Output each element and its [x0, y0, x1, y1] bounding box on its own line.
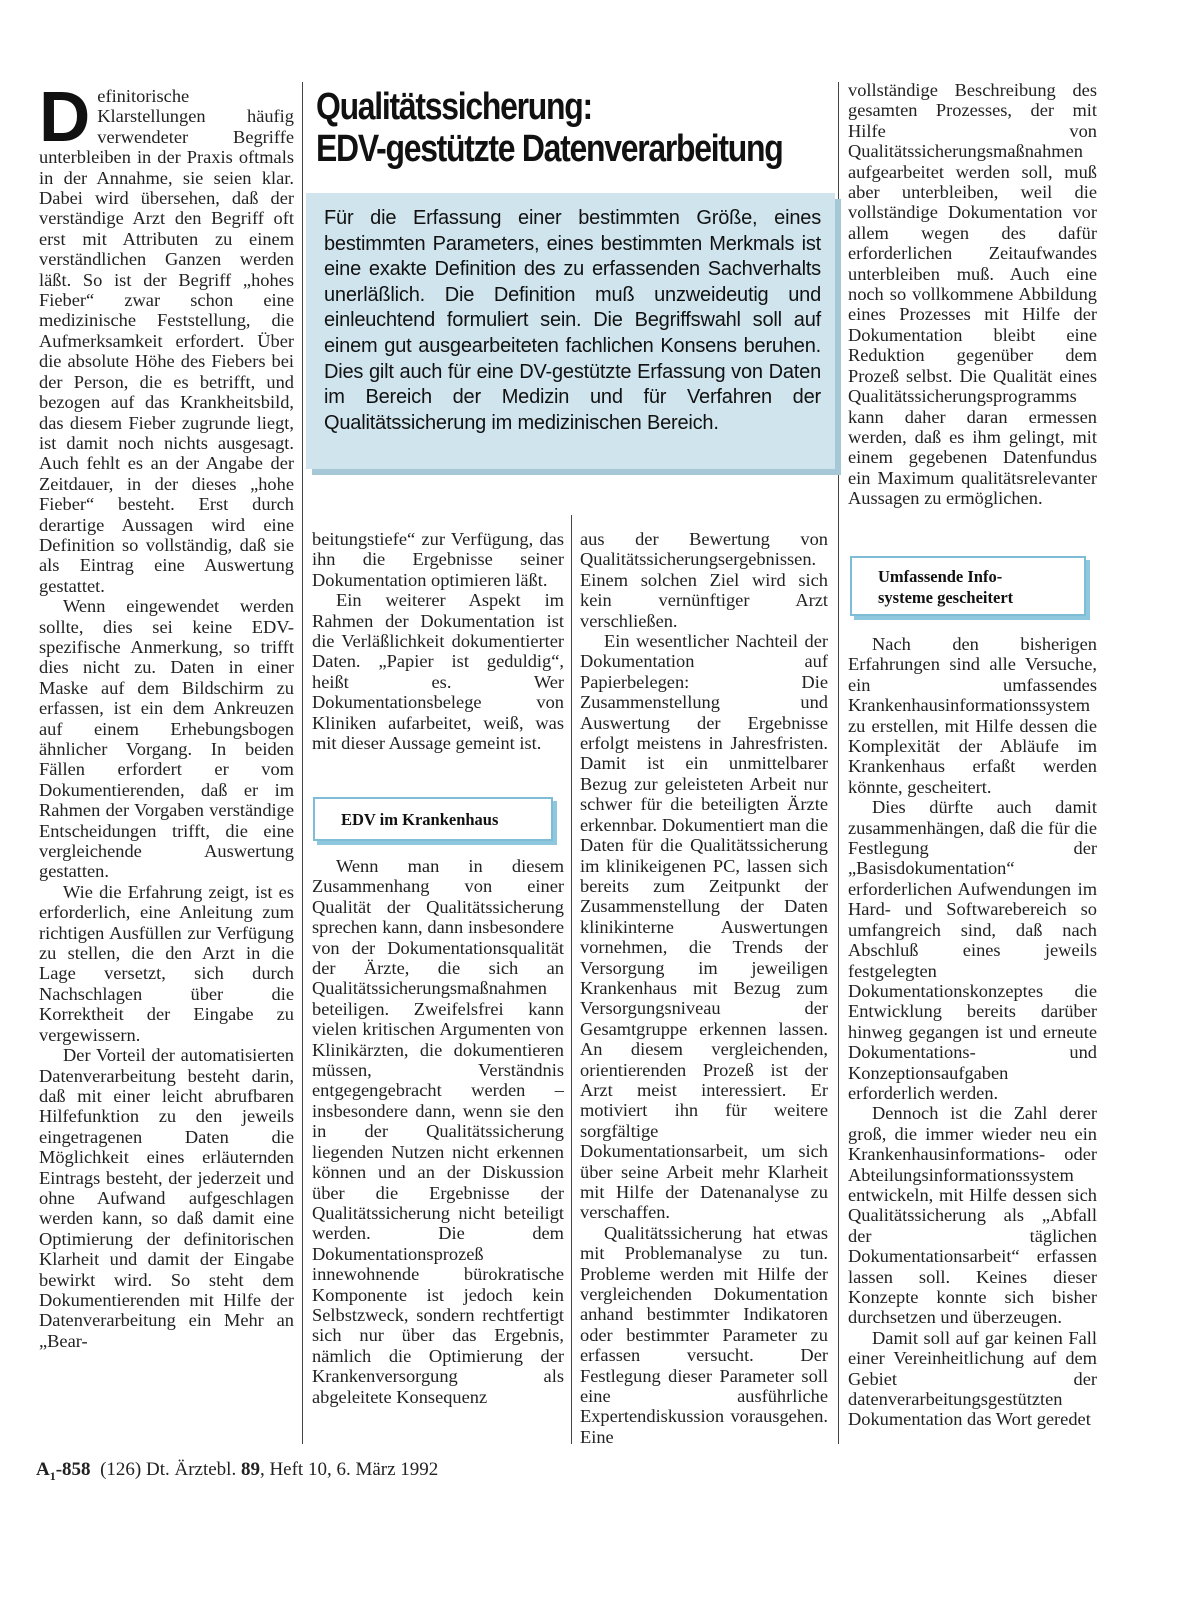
paragraph: [39, 78, 294, 596]
abstract-text: Für die Erfassung einer bestimmten Größe, eines bestimmten Parameters, eines bestimmten Merkmals ist eine exakte Definition des zu erfassenden Sachverhalts unerläßlich. Die Definition muß unzweideutig und einleuchtend formuliert sein. Die Begriffswahl soll auf einem gut ausgearbeiteten fachlichen Konsens beruhen. Dies gilt auch für eine DV-gestützte Erfassung von Daten im Bereich der Medizin und für Verfahren der Qualitätssicherung im medizinischen Bereich.: [324, 207, 821, 434]
issue: , Heft 10, 6. März 1992: [259, 1459, 439, 1480]
paragraph: vollständige Beschreibung des gesamten Prozesses, der mit Hilfe von Qualitätssicherungsmaßnahmen aufgearbeitet werden soll, muß aber unterbleiben, weil die vollständige Dokumentation vor allem wegen des dafür erforderlichen Zeitaufwandes unterbleiben muß. Auch eine noch so vollkommene Abbildung eines Prozesses mit Hilfe der Dokumentation bleibt eine Reduktion gegenüber dem Prozeß selbst. Die Qualität eines Qualitätssicherungsprogramms kann daher daran ermessen werden, daß es ihm gelingt, mit einem gegebenen Datenfundus ein Maximum qualitätsrelevanter Aussagen zu ermöglichen.: [848, 80, 1097, 509]
paragraph: Damit soll auf gar keinen Fall einer Vereinheitlichung auf dem Gebiet der datenverarbeitungsgestützten Dokumentation das Wort geredet: [848, 1327, 1097, 1430]
page-number: [36, 1459, 91, 1483]
paragraph: Wie die Erfahrung zeigt, ist es erforderlich, eine Anleitung zum richtigen Ausfüllen zur Verfügung zu stellen, die den Arzt in die Lage versetzt, sich durch Nachschlagen über die Korrektheit der Eingabe zu vergewissern.: [39, 881, 294, 1045]
page-footer: [36, 1459, 438, 1484]
volume: 89: [240, 1459, 260, 1480]
section-heading-line-1: Umfassende Info-: [878, 567, 1003, 586]
page-num: -858: [55, 1459, 91, 1480]
column-4: [848, 80, 1097, 509]
column-4-continued: [848, 634, 1097, 1430]
article-title: [316, 86, 783, 170]
column-2-continued: [312, 856, 564, 1407]
column-rule-3: [838, 82, 839, 1444]
paragraph-text: efinitorische Klarstellungen häufig verwendeter Begriffe unterbleiben in der Praxis oftmals in der Annahme, sie seien klar. Dabei wird übersehen, daß der verständige Arzt den Begriff oft erst mit Attributen zu einem verständlichen Ganzen werden läßt. So ist der Begriff „hohes Fieber“ zwar schon eine medizinische Feststellung, die Aufmerksamkeit erfordert. Über die absolute Höhe des Fiebers bei der Person, die es betrifft, und bezogen auf das Krankheitsbild, das diesem Fieber zugrunde liegt, ist damit noch nichts ausgesagt. Auch fehlt es an der Angabe der Zeitdauer, in der dieses „hohe Fieber“ besteht. Erst durch derartige Aussagen wird eine Definition so vollständig, daß sie als Eintrag eine Auswertung gestattet.: [39, 86, 294, 596]
page-letter: A: [36, 1459, 50, 1480]
column-2: [312, 529, 564, 753]
page-subscript: 1: [49, 1468, 56, 1483]
paragraph: Ein weiterer Aspekt im Rahmen der Dokumentation ist die Verläßlichkeit dokumentierter Daten. „Papier ist geduldig“, heißt es. Wer Dokumentationsbelege von Kliniken aufarbeitet, weiß, was mit dieser Aussage gemeint ist.: [312, 590, 564, 754]
title-line-1: Qualitätssicherung:: [316, 86, 592, 128]
paragraph: Wenn eingewendet werden sollte, dies sei keine EDV-spezifische Anmerkung, so trifft dies nicht zu. Daten in einer Maske auf dem Bildschirm zu erfassen, ist ein dem Ankreuzen auf einem Erhebungsbogen ähnlicher Vorgang. In beiden Fällen erfordert er vom Dokumentierenden, daß er im Rahmen der Vorgaben verständige Entscheidungen trifft, die eine vergleichende Auswertung gestatten.: [39, 596, 294, 882]
paragraph: Ein wesentlicher Nachteil der Dokumentation auf Papierbelegen: Die Zusammenstellung und Auswertung der Ergebnisse erfolgt meistens in Jahresfristen. Damit ist ein unmittelbarer Bezug zur geleisteten Arbeit nur schwer für die beteiligten Ärzte erkennbar. Dokumentiert man die Daten für die Qualitätssicherung im klinikeigenen PC, lassen sich bereits zum Zeitpunkt der Zusammenstellung der Daten klinikinterne Auswertungen vornehmen, die Trends der Versorgung im jeweiligen Krankenhaus mit Bezug zum Versorgungsniveau der Gesamtgruppe erkennen lassen. An diesem vergleichenden, orientierenden Prozeß ist der Arzt meist interessiert. Er motiviert ihn für weitere sorgfältige Dokumentationsarbeit, um sich über seine Arbeit mehr Klarheit mit Hilfe der Datenanalyse zu verschaffen.: [580, 631, 828, 1223]
paragraph: Dennoch ist die Zahl derer groß, die immer wieder neu ein Krankenhausinformations- oder Abteilungsinformationssystem entwickeln, mit Hilfe dessen sich Qualitätssicherung als „Abfall der täglichen Dokumentationsarbeit“ erfassen lassen soll. Keines dieser Konzepte konnte sich bisher durchsetzen und überzeugen.: [848, 1103, 1097, 1328]
paragraph: beitungstiefe“ zur Verfügung, das ihn die Ergebnisse seiner Dokumentation optimieren läßt.: [312, 529, 564, 590]
title-line-2: EDV-gestützte Datenverarbeitung: [316, 128, 783, 170]
column-rule-2: [571, 515, 572, 1444]
column-1: [39, 78, 294, 1351]
abstract-box: [306, 193, 835, 469]
paragraph: Qualitätssicherung hat etwas mit Problemanalyse zu tun. Probleme werden mit Hilfe der vergleichenden Dokumentation anhand bestimmter Indikatoren oder bestimmter Parameter zu erfassen versucht. Der Festlegung dieser Parameter soll eine ausführliche Expertendiskussion vorausgehen. Eine: [580, 1222, 828, 1447]
section-heading: EDV im Krankenhaus: [341, 810, 499, 829]
paragraph: Wenn man in diesem Zusammenhang von einer Qualität der Qualitätssicherung sprechen kann, dann insbesondere von der Dokumentationsqualität der Ärzte, die sich an Qualitätssicherungsmaßnahmen beteiligen. Zweifelsfrei kann vielen kritischen Argumenten von Klinikärzten, die dokumentieren müssen, Verständnis entgegengebracht werden – insbesondere dann, wenn sie den in der Qualitätssicherung liegenden Nutzen nicht erkennen können und an der Diskussion über die Ergebnisse der Qualitätssicherung nicht beteiligt werden. Die dem Dokumentationsprozeß innewohnende bürokratische Komponente ist jedoch kein Selbstzweck, sondern rechtfertigt sich nur über das Ergebnis, nämlich die Optimierung der Krankenversorgung als abgeleitete Konsequenz: [312, 856, 564, 1407]
paragraph: Nach den bisherigen Erfahrungen sind alle Versuche, ein umfassendes Krankenhausinformationssystem zu erstellen, mit Hilfe dessen die Komplexität der Abläufe im Krankenhaus erfaßt werden könnte, gescheitert.: [848, 634, 1097, 797]
paragraph: Der Vorteil der automatisierten Datenverarbeitung besteht darin, daß mit einer leicht abrufbaren Hilfefunktion zu den jeweils eingetragenen Daten die Möglichkeit eines erläuternden Eintrags besteht, der jederzeit und ohne Aufwand aufgeschlagen werden kann, so daß damit eine Optimierung der definitorischen Klarheit und damit der Eingabe bewirkt wird. So steht dem Dokumentierenden mit Hilfe der Datenverarbeitung ein Mehr an „Bear-: [39, 1045, 294, 1351]
citation: (126) Dt. Ärztebl.: [100, 1459, 241, 1480]
section-heading-line-2: systeme gescheitert: [878, 588, 1014, 607]
column-3: [580, 529, 828, 1447]
section-heading-box: [850, 556, 1086, 616]
paragraph: Dies dürfte auch damit zusammenhängen, daß die für die Festlegung der „Basisdokumentation“ erforderlichen Aufwendungen im Hard- und Softwarebereich so umfangreich sind, daß nach Abschluß eines jeweils festgelegten Dokumentationskonzeptes die Entwicklung bereits darüber hinweg gegangen ist und erneute Dokumentations- und Konzeptionsaufgaben erforderlich werden.: [848, 797, 1097, 1103]
column-rule-1: [302, 82, 303, 1444]
section-heading-box: [313, 797, 553, 841]
paragraph: aus der Bewertung von Qualitätssicherungsergebnissen. Einem solchen Ziel wird sich kein vernünftiger Arzt verschließen.: [580, 529, 828, 631]
drop-cap: D: [39, 78, 91, 157]
